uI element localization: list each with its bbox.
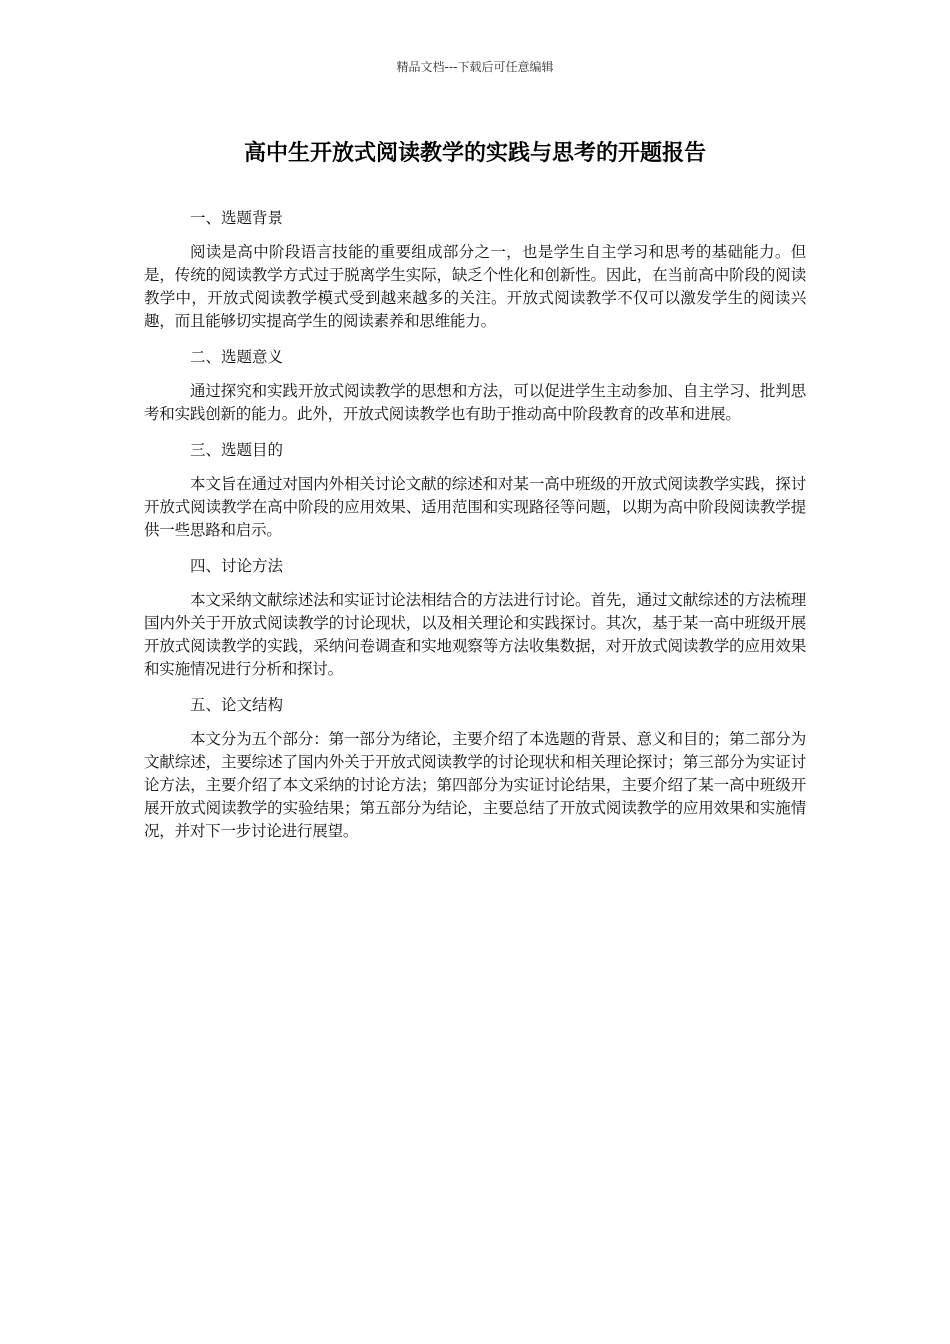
section-paragraph: 本文旨在通过对国内外相关讨论文献的综述和对某一高中班级的开放式阅读教学实践，探讨开放式阅读教学在高中阶段的应用效果、适用范围和实现路径等问题，以期为高中阶段阅读教学提供一些思路和启示。 (144, 475, 806, 539)
header-watermark: 精品文档---下载后可任意编辑 (396, 60, 554, 74)
document-title: 高中生开放式阅读教学的实践与思考的开题报告 (243, 141, 706, 166)
section-paragraph: 通过探究和实践开放式阅读教学的思想和方法，可以促进学生主动参加、自主学习、批判思考和实践创新的能力。此外，开放式阅读教学也有助于推动高中阶段教育的改革和进展。 (144, 382, 806, 423)
section-paragraph: 阅读是高中阶段语言技能的重要组成部分之一，也是学生自主学习和思考的基础能力。但是，传统的阅读教学方式过于脱离学生实际，缺乏个性化和创新性。因此，在当前高中阶段的阅读教学中，开放式阅读教学模式受到越来越多的关注。开放式阅读教学不仅可以激发学生的阅读兴趣，而且能够切实提高学生的阅读素养和思维能力。 (144, 243, 806, 330)
section-heading: 四、讨论方法 (190, 557, 284, 575)
section-heading: 三、选题目的 (190, 441, 284, 459)
section-heading: 二、选题意义 (190, 348, 284, 366)
section-paragraph: 本文分为五个部分：第一部分为绪论，主要介绍了本选题的背景、意义和目的；第二部分为文献综述，主要综述了国内外关于开放式阅读教学的讨论现状和相关理论探讨；第三部分为实证讨论方法，主要介绍了本文采纳的讨论方法；第四部分为实证讨论结果，主要介绍了某一高中班级开展开放式阅读教学的实验结果；第五部分为结论，主要总结了开放式阅读教学的应用效果和实施情况，并对下一步讨论进行展望。 (144, 730, 806, 840)
section-paragraph: 本文采纳文献综述法和实证讨论法相结合的方法进行讨论。首先，通过文献综述的方法梳理国内外关于开放式阅读教学的讨论现状，以及相关理论和实践探讨。其次，基于某一高中班级开展开放式阅读教学的实践，采纳问卷调查和实地观察等方法收集数据，对开放式阅读教学的应用效果和实施情况进行分析和探讨。 (144, 591, 806, 678)
section-purpose (144, 438, 806, 542)
section-significance (144, 345, 806, 426)
section-heading: 五、论文结构 (190, 696, 284, 714)
document-body (144, 206, 806, 855)
section-heading: 一、选题背景 (190, 209, 284, 227)
section-background (144, 206, 806, 333)
section-structure (144, 693, 806, 843)
section-method (144, 554, 806, 681)
